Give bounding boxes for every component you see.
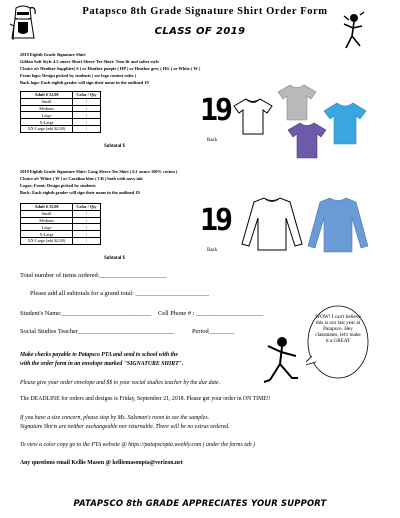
size-cell: Small [21, 98, 73, 105]
footer-banner: PATAPSCO 8th GRADE APPRECIATES YOUR SUPPORT [73, 498, 327, 508]
size-cell: XX-Large (add $2.00) [21, 125, 73, 132]
short-sleeve-line3: Front logo: Design picked by students ( see logo contest rules ) [20, 73, 137, 78]
back-19-outline: 19 [200, 203, 231, 238]
table-row[interactable] [21, 217, 101, 224]
size-concern-note-2: Signature Shirts are neither exchangeable nor returnable. There will be no extras ordered. [20, 424, 230, 430]
qty-cell[interactable]: / [73, 98, 101, 105]
table-header-row [21, 92, 101, 99]
table-row[interactable] [21, 119, 101, 126]
cell-phone-field[interactable]: Cell Phone # : _____________________ [158, 310, 264, 317]
speech-bubble [306, 304, 370, 384]
qty-cell[interactable]: / [73, 224, 101, 231]
blue-tshirt-icon [322, 100, 368, 146]
size-cell: Small [21, 210, 73, 217]
table-header-size: Adult $ 15.00 [21, 204, 73, 211]
size-cell: XX-Large (add $2.00) [21, 237, 73, 244]
size-cell: X-Large [21, 231, 73, 238]
dancing-figure-icon [262, 334, 302, 386]
back-19-outline: 19 [200, 93, 231, 128]
qty-cell[interactable]: / [73, 112, 101, 119]
longsleeve-outline-icon [240, 194, 304, 254]
size-concern-note-1: If you have a size concern, please stop by Ms. Salsman's room to see the samples. [20, 415, 210, 421]
size-cell: Medium [21, 217, 73, 224]
period-field[interactable]: Period________ [192, 328, 235, 335]
bubble-text: WOW! I can't believe this is our last year at Patapsco. Hey classmates, let's make it a GREAT [315, 314, 361, 344]
table-row[interactable] [21, 224, 101, 231]
qty-cell[interactable]: / [73, 217, 101, 224]
table-header-qty: Color / Qty [73, 204, 101, 211]
qty-cell[interactable]: / [73, 119, 101, 126]
long-sleeve-subtotal[interactable]: Subtotal $ [104, 256, 125, 261]
short-sleeve-subtotal[interactable]: Subtotal $ [104, 144, 125, 149]
qty-cell[interactable]: / [73, 231, 101, 238]
qty-cell[interactable]: / [73, 125, 101, 132]
long-sleeve-line3: Back: Each eighth grader will sign their name in the outlined 19 [20, 190, 140, 195]
qty-cell[interactable]: / [73, 237, 101, 244]
student-name-field[interactable]: Student's Name:____________________________ [20, 310, 152, 317]
long-sleeve-line2: Logos: Front: Design picked by students [20, 183, 96, 188]
page-title: Patapsco 8th Grade Signature Shirt Order Form [82, 6, 328, 17]
size-cell: Large [21, 112, 73, 119]
qty-cell[interactable]: / [73, 210, 101, 217]
table-row[interactable] [21, 112, 101, 119]
purple-tshirt-icon [286, 120, 328, 160]
short-sleeve-heading: 2019 Eighth Grade Signature Shirt [20, 52, 86, 57]
class-subtitle: CLASS OF 2019 [154, 26, 246, 37]
short-sleeve-line2: Choice of: Heather Sapphire( S ) or Heather purple ( HP ) or Heather grey ( HG ) or White ( W ) [20, 66, 201, 71]
long-sleeve-heading: 2019 Eighth Grade Signature Shirt: Long Sleeve Tee Shirt ( 6.1 ounce 100% cotton ) [20, 169, 178, 174]
envelope-note: Please give your order envelope and $$ to your social studies teacher by the due date. [20, 380, 221, 386]
tshirt-outline-icon [232, 96, 274, 136]
carolina-blue-longsleeve-icon [306, 194, 370, 256]
long-sleeve-line1: Choice of: White ( W ) or Carolina blue ( CB ) both with navy ink [20, 176, 143, 181]
grey-tshirt-icon [276, 82, 318, 122]
table-row[interactable] [21, 125, 101, 132]
table-row[interactable] [21, 231, 101, 238]
deadline-note: The DEADLINE for orders and designs is Friday, September 21, 2018. Please get your order in ON TIME!! [20, 396, 271, 402]
short-sleeve-line4: Back logo: Each eighth grader will sign their name in the outlined 19 [20, 80, 149, 85]
table-row[interactable] [21, 237, 101, 244]
website-note[interactable]: To view a color copy go to the PTA website @ https://patapscopta.weebly.com ( under the forms tab ) [20, 442, 255, 448]
back-label: Back [207, 248, 218, 253]
short-sleeve-order-table [20, 91, 101, 133]
qty-cell[interactable]: / [73, 105, 101, 112]
size-cell: Medium [21, 105, 73, 112]
table-header-qty: Color / Qty [73, 92, 101, 99]
table-row[interactable] [21, 105, 101, 112]
table-row[interactable] [21, 210, 101, 217]
questions-email[interactable]: Any questions email Kellie Mason @ kelliemasonpta@verizon.net [20, 460, 183, 466]
checks-note-1: Make checks payable to Patapsco PTA and send to school with the [20, 352, 178, 358]
size-cell: Large [21, 224, 73, 231]
knight-mascot-icon [8, 4, 38, 44]
long-sleeve-order-table [20, 203, 101, 245]
checks-note-2: with the order form in an envelope marked "SIGNATURE SHIRT". [20, 361, 184, 367]
stick-figure-icon [340, 10, 366, 52]
size-cell: X-Large [21, 119, 73, 126]
grand-total-field[interactable]: Please add all subtotals for a grand total: _______________________ [30, 290, 209, 297]
short-sleeve-line1: Gildan Soft Style 4.5 ounce Short Sleeve Tee Shirt: Teen fit and softer style [20, 59, 160, 64]
teacher-field[interactable]: Social Studies Teacher______________________________ [20, 328, 174, 335]
total-items-field[interactable]: Total number of items ordered:_____________________ [20, 272, 167, 279]
table-header-size: Adult $ 12.00 [21, 92, 73, 99]
back-label: Back [207, 138, 218, 143]
table-header-row [21, 204, 101, 211]
table-row[interactable] [21, 98, 101, 105]
